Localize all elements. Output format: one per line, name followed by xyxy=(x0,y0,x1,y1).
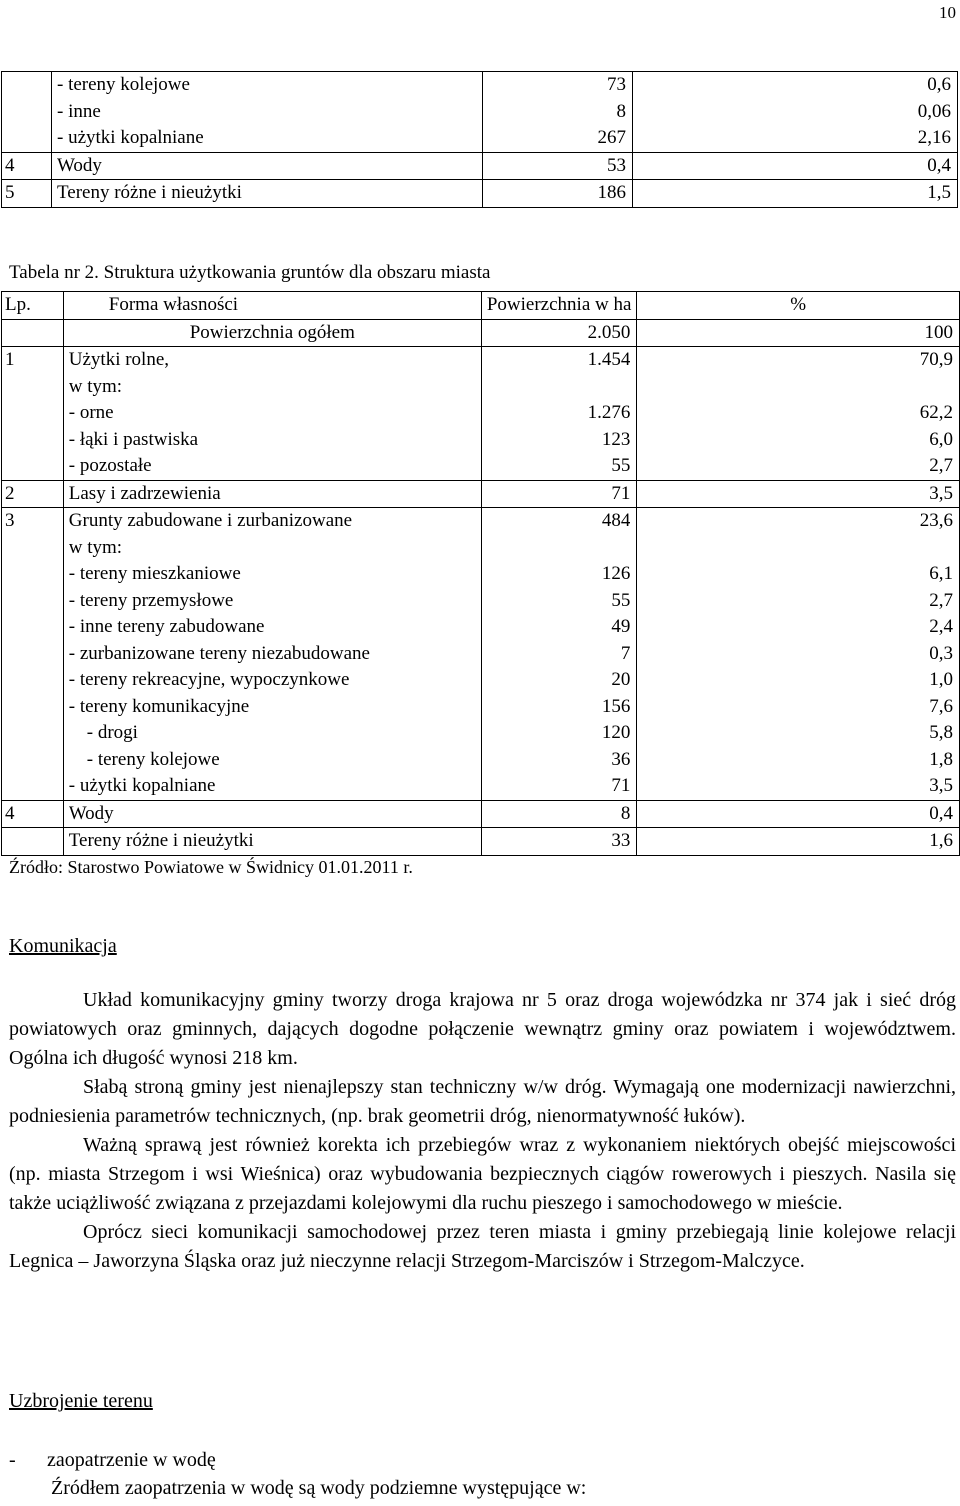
paragraph: Słabą stroną gminy jest nienajlepszy stan techniczny w/w dróg. Wymagają one modernizacji nawierzchni, podniesienia parametrów technicznych, (np. brak geometrii dróg, nienormatywność łuków). xyxy=(9,1076,956,1127)
cell-line: - tereny kolejowe xyxy=(57,74,190,95)
cell-line: 55 xyxy=(611,455,631,476)
cell-line: 2,7 xyxy=(929,455,953,476)
cell-label xyxy=(63,319,481,347)
cell-line: 1,8 xyxy=(929,748,953,770)
cell-lp: 3 xyxy=(2,508,64,801)
table-row xyxy=(2,480,960,508)
cell-line: 0,4 xyxy=(927,154,951,176)
cell-line: 49 xyxy=(611,616,631,637)
cell-line: 1.454 xyxy=(587,349,631,370)
cell-pct xyxy=(633,180,958,208)
table2-body xyxy=(2,319,960,855)
cell-line: 71 xyxy=(611,775,631,796)
cell-pct xyxy=(637,480,960,508)
komunikacja-text xyxy=(9,986,956,1276)
cell-line: Użytki rolne, xyxy=(68,349,170,370)
header-area: Powierzchnia w ha xyxy=(481,292,637,320)
header-form: Forma własności xyxy=(63,292,481,320)
header-pct: % xyxy=(637,292,960,320)
cell-line: 267 xyxy=(597,127,626,148)
cell-line: Tereny różne i nieużytki xyxy=(68,830,254,851)
cell-line: - orne xyxy=(68,402,114,423)
table1-body xyxy=(2,72,958,208)
cell-area xyxy=(481,508,637,801)
cell-line: 120 xyxy=(601,722,631,743)
land-use-structure-table xyxy=(1,291,960,856)
heading-uzbrojenie: Uzbrojenie terenu xyxy=(9,1390,153,1412)
cell-line: 23,6 xyxy=(919,510,953,531)
cell-area xyxy=(481,480,637,508)
cell-label xyxy=(63,480,481,508)
cell-line: - łąki i pastwiska xyxy=(68,428,199,450)
cell-line: 1,6 xyxy=(929,830,953,851)
cell-line: - tereny komunikacyjne xyxy=(68,695,250,717)
cell-line: - tereny przemysłowe xyxy=(68,589,234,611)
bullet-water-supply xyxy=(9,1449,216,1472)
cell-line: 6,0 xyxy=(929,428,953,450)
cell-line: 126 xyxy=(601,563,631,584)
cell-line: 1,0 xyxy=(929,669,953,690)
cell-line: 71 xyxy=(611,482,631,504)
cell-pct xyxy=(637,319,960,347)
cell-line: w tym: xyxy=(68,536,123,558)
cell-line: 2,16 xyxy=(917,127,951,148)
cell-area xyxy=(483,72,633,153)
table-row xyxy=(2,152,958,180)
cell-pct xyxy=(637,828,960,856)
cell-line: 0,3 xyxy=(929,642,953,664)
table-row xyxy=(2,508,960,801)
cell-area xyxy=(481,828,637,856)
cell-pct xyxy=(637,347,960,481)
cell-line: w tym: xyxy=(68,375,123,397)
cell-line: 123 xyxy=(601,428,631,450)
paragraph: Oprócz sieci komunikacji samochodowej przez teren miasta i gminy przebiegają linie kolejowe relacji Legnica – Jaworzyna Śląska oraz już nieczynne relacji Strzegom-Marciszów i Strzegom-Malczyce. xyxy=(9,1221,956,1272)
cell-line xyxy=(487,374,631,401)
cell-line: 8 xyxy=(616,100,626,122)
cell-line: 186 xyxy=(597,182,626,203)
table-row xyxy=(2,828,960,856)
cell-line xyxy=(642,535,953,562)
cell-line: 3,5 xyxy=(929,482,953,504)
cell-pct xyxy=(633,72,958,153)
cell-area xyxy=(483,180,633,208)
cell-line: Grunty zabudowane i zurbanizowane xyxy=(68,510,353,531)
cell-line: - użytki kopalniane xyxy=(68,775,216,796)
cell-line: 20 xyxy=(611,669,631,690)
cell-line: 62,2 xyxy=(919,402,953,423)
cell-lp: 4 xyxy=(2,152,52,180)
cell-line: 36 xyxy=(611,748,631,770)
cell-line: - pozostałe xyxy=(68,455,152,476)
cell-line: 2,7 xyxy=(929,589,953,611)
table-row xyxy=(2,347,960,481)
header-lp: Lp. xyxy=(2,292,64,320)
cell-line: 8 xyxy=(620,802,631,824)
land-use-table-continued xyxy=(1,71,958,208)
bullet-dash: - xyxy=(9,1449,16,1471)
cell-line: - użytki kopalniane xyxy=(57,127,204,148)
cell-line: 70,9 xyxy=(919,349,953,370)
cell-line: - zurbanizowane tereny niezabudowane xyxy=(68,642,370,664)
cell-area xyxy=(481,347,637,481)
cell-line: 33 xyxy=(611,830,631,851)
cell-line: - drogi xyxy=(86,722,138,743)
heading-komunikacja: Komunikacja xyxy=(9,935,117,957)
table2-caption: Tabela nr 2. Struktura użytkowania gruntów dla obszaru miasta xyxy=(9,262,491,283)
table2-source: Źródło: Starostwo Powiatowe w Świdnicy 01.01.2011 r. xyxy=(9,857,413,877)
cell-pct xyxy=(637,508,960,801)
cell-line: - tereny mieszkaniowe xyxy=(68,563,241,584)
page-number: 10 xyxy=(939,3,956,22)
paragraph: Ważną sprawą jest również korekta ich przebiegów wraz z wykonaniem niektórych obejść miejscowości (np. miasta Strzegom i wsi Wieśnica) oraz wybudowania bezpiecznych ciągów rowerowych i pieszych. Nasila się także uciążliwość związana z przejazdami kolejowymi dla ruchu pieszego i samochodowego w mieście. xyxy=(9,1134,956,1214)
cell-line: Wody xyxy=(68,802,114,824)
cell-line: 3,5 xyxy=(929,775,953,796)
cell-label xyxy=(52,180,483,208)
bullet-label: zaopatrzenie w wodę xyxy=(47,1449,216,1471)
cell-lp: 5 xyxy=(2,180,52,208)
cell-line: - inne xyxy=(57,100,101,122)
cell-line: Wody xyxy=(57,154,102,176)
cell-label xyxy=(52,152,483,180)
cell-pct xyxy=(633,152,958,180)
cell-line: 7 xyxy=(620,642,631,664)
cell-area xyxy=(481,800,637,828)
cell-line: 53 xyxy=(607,154,626,176)
cell-line: 7,6 xyxy=(929,695,953,717)
table-row xyxy=(2,319,960,347)
cell-line: 0,06 xyxy=(917,100,951,122)
cell-line: 55 xyxy=(611,589,631,611)
table-row xyxy=(2,72,958,153)
table-row xyxy=(2,180,958,208)
cell-line: - inne tereny zabudowane xyxy=(68,616,265,637)
table-row xyxy=(2,800,960,828)
cell-line: 0,4 xyxy=(929,802,953,824)
cell-line: 484 xyxy=(601,510,631,531)
cell-line: 1.276 xyxy=(587,402,631,423)
cell-line: 156 xyxy=(601,695,631,717)
cell-line: - tereny rekreacyjne, wypoczynkowe xyxy=(68,669,350,690)
cell-area xyxy=(481,319,637,347)
cell-lp: 1 xyxy=(2,347,64,481)
cell-lp xyxy=(2,72,52,153)
cell-line: 100 xyxy=(924,321,953,343)
cell-pct xyxy=(637,800,960,828)
cell-line: 1,5 xyxy=(927,182,951,203)
cell-label xyxy=(63,800,481,828)
cell-label xyxy=(63,508,481,801)
cell-label xyxy=(63,828,481,856)
cell-line: 5,8 xyxy=(929,722,953,743)
cell-lp: 2 xyxy=(2,480,64,508)
cell-line: Lasy i zadrzewienia xyxy=(68,482,221,504)
cell-line xyxy=(642,374,953,401)
cell-line: - tereny kolejowe xyxy=(86,748,220,770)
cell-label xyxy=(52,72,483,153)
cell-area xyxy=(483,152,633,180)
cell-line: Tereny różne i nieużytki xyxy=(57,182,242,203)
cell-line xyxy=(487,535,631,562)
cell-label xyxy=(63,347,481,481)
cell-lp xyxy=(2,319,64,347)
cell-line: 73 xyxy=(607,74,626,95)
cell-line: 0,6 xyxy=(927,74,951,95)
cell-line: 2,4 xyxy=(929,616,953,637)
cell-line: 2.050 xyxy=(587,321,631,343)
cell-lp: 4 xyxy=(2,800,64,828)
paragraph: Układ komunikacyjny gminy tworzy droga krajowa nr 5 oraz droga wojewódzka nr 374 jak i sieć dróg powiatowych oraz gminnych, dających dogodne połączenie wewnątrz gminy oraz powiatem i województwem. Ogólna ich długość wynosi 218 km. xyxy=(9,989,956,1069)
bullet-description: Źródłem zaopatrzenia w wodę są wody podziemne występujące w: xyxy=(51,1477,587,1499)
cell-line: 6,1 xyxy=(929,563,953,584)
table2-header xyxy=(2,292,960,320)
cell-lp xyxy=(2,828,64,856)
cell-line: Powierzchnia ogółem xyxy=(189,321,355,343)
